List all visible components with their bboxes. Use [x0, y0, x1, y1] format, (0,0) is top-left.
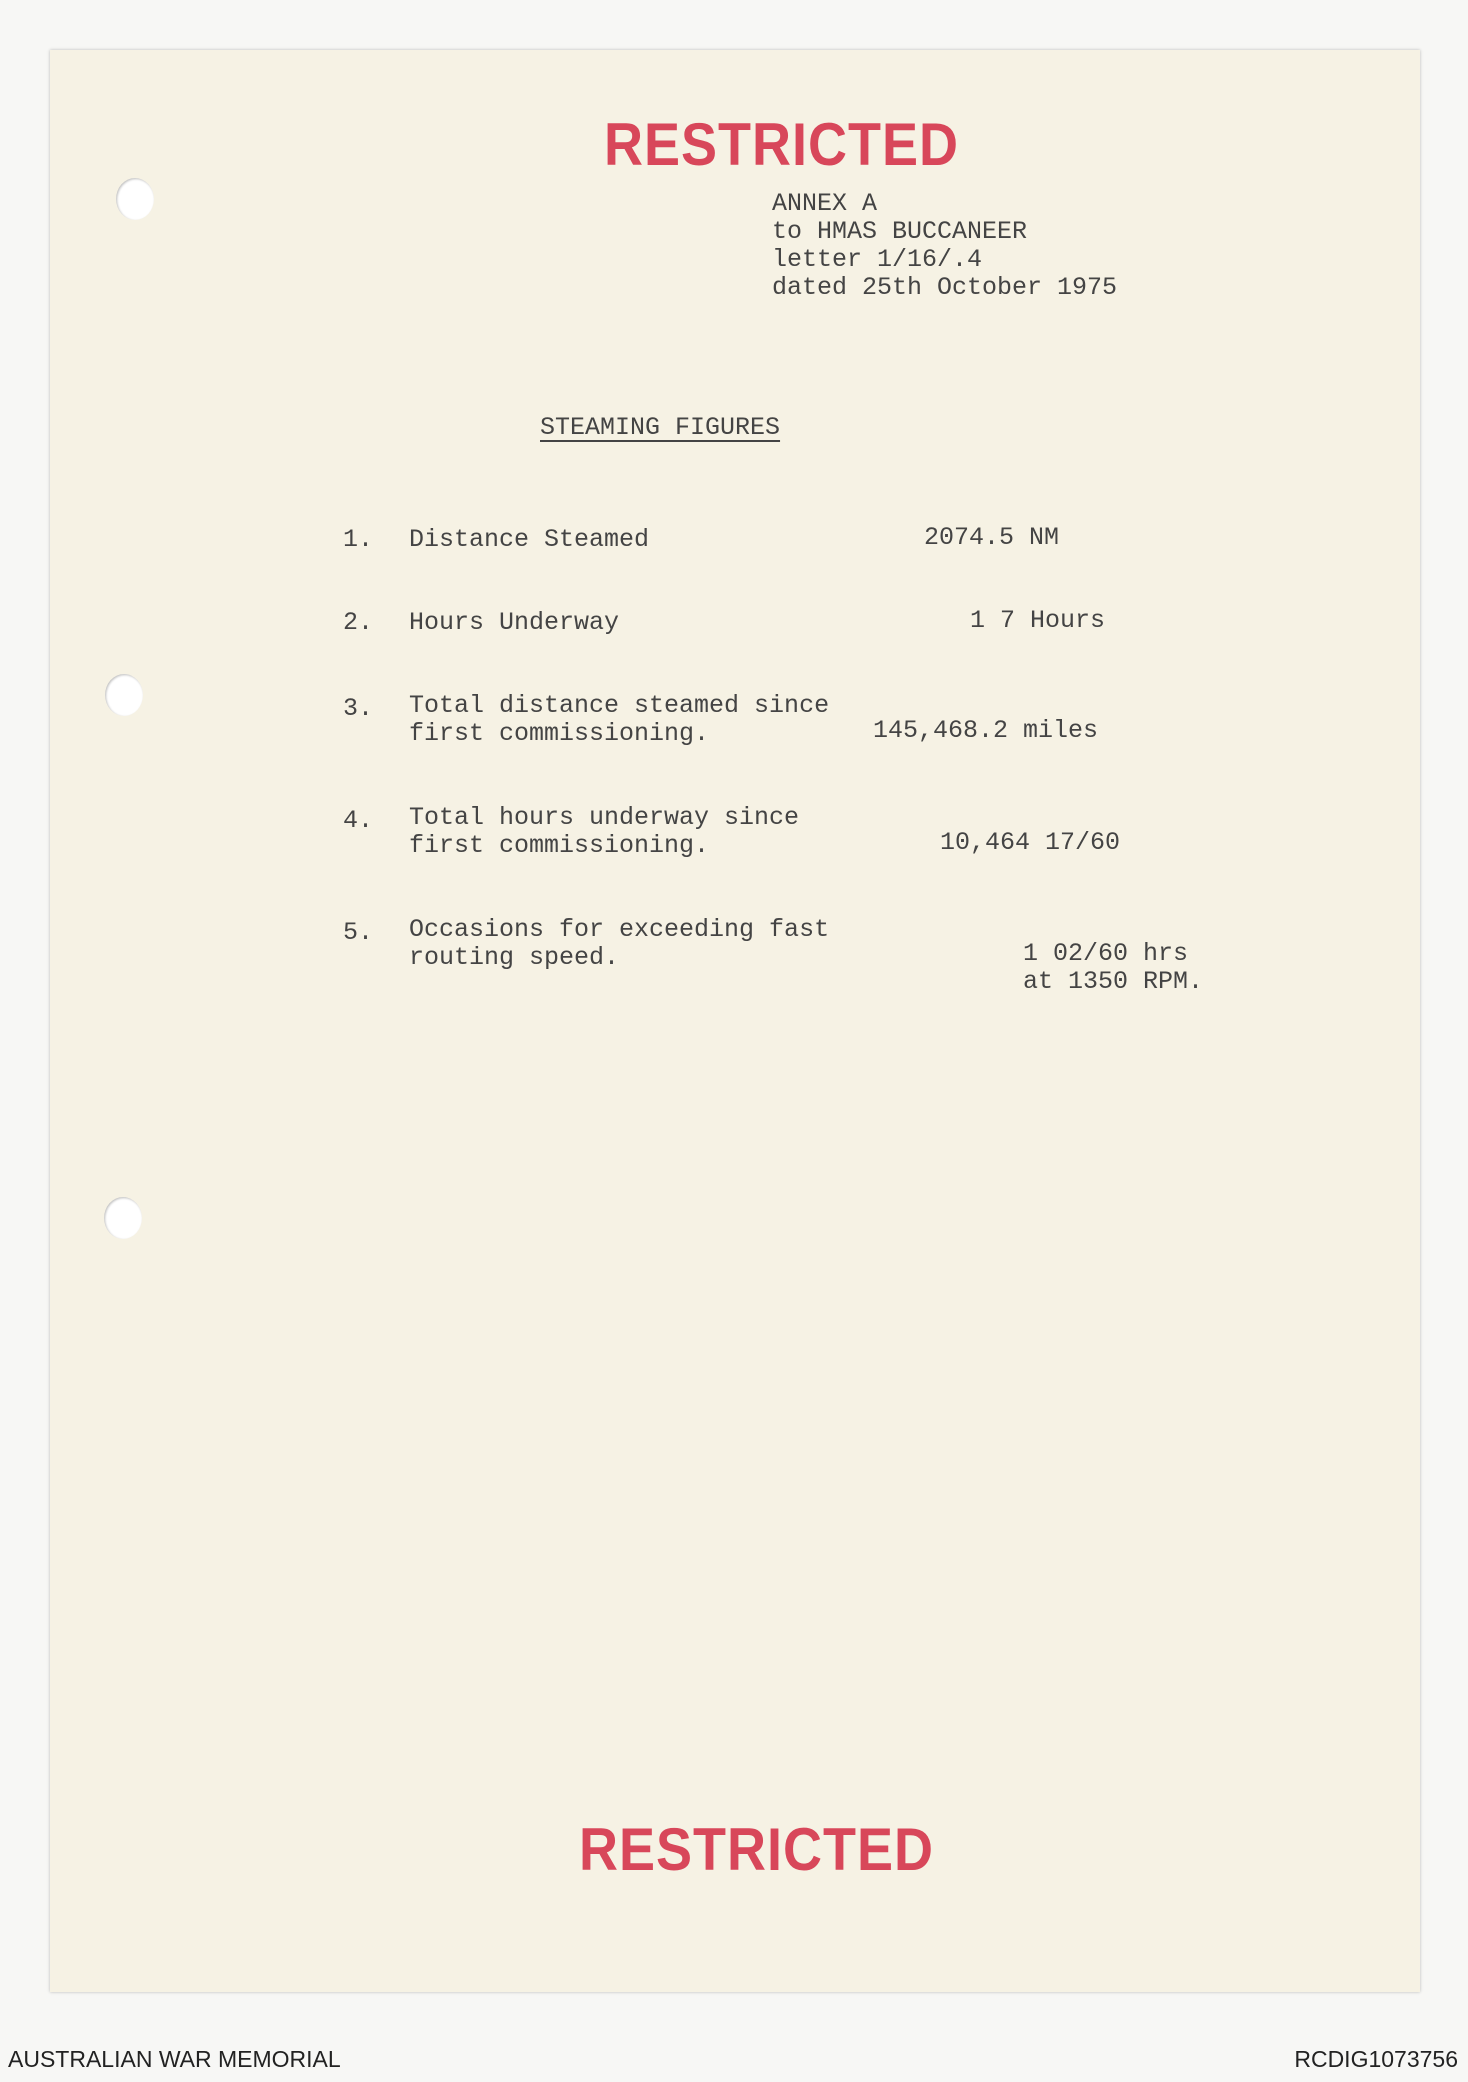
item-number: 2. [343, 608, 374, 637]
item-value: at 1350 RPM. [1023, 967, 1204, 996]
punch-hole-middle [105, 674, 143, 716]
archive-reference-id: RCDIG1073756 [1294, 2046, 1458, 2072]
document-heading: STEAMING FIGURES [540, 413, 781, 442]
item-value: 145,468.2 miles [873, 716, 1099, 745]
item-value: 10,464 17/60 [940, 828, 1121, 857]
item-value: 2074.5 NM [924, 523, 1060, 552]
item-value: 1 02/60 hrs [1023, 939, 1189, 968]
item-number: 5. [343, 918, 374, 947]
item-label: first commissioning. [409, 831, 710, 860]
document-page [50, 50, 1420, 1992]
item-number: 4. [343, 806, 374, 835]
annex-reference [772, 190, 1117, 302]
item-label: routing speed. [409, 943, 620, 972]
punch-hole-top [116, 178, 154, 220]
annex-line: dated 25th October 1975 [772, 273, 1118, 302]
annex-line: ANNEX A [772, 189, 878, 218]
item-label: first commissioning. [409, 719, 710, 748]
item-label: Total distance steamed since [409, 691, 830, 720]
item-number: 3. [343, 694, 374, 723]
annex-line: to HMAS BUCCANEER [772, 217, 1028, 246]
archive-credit: AUSTRALIAN WAR MEMORIAL [8, 2046, 341, 2072]
item-number: 1. [343, 525, 374, 554]
restricted-stamp-top: RESTRICTED [604, 111, 960, 179]
item-label: Distance Steamed [409, 525, 650, 554]
restricted-stamp-bottom: RESTRICTED [579, 1816, 935, 1884]
item-label: Occasions for exceeding fast [409, 915, 830, 944]
item-value: 1 7 Hours [970, 606, 1106, 635]
item-label: Hours Underway [409, 608, 620, 637]
item-label: Total hours underway since [409, 803, 800, 832]
punch-hole-bottom [104, 1197, 142, 1239]
annex-line: letter 1/16/.4 [772, 245, 983, 274]
